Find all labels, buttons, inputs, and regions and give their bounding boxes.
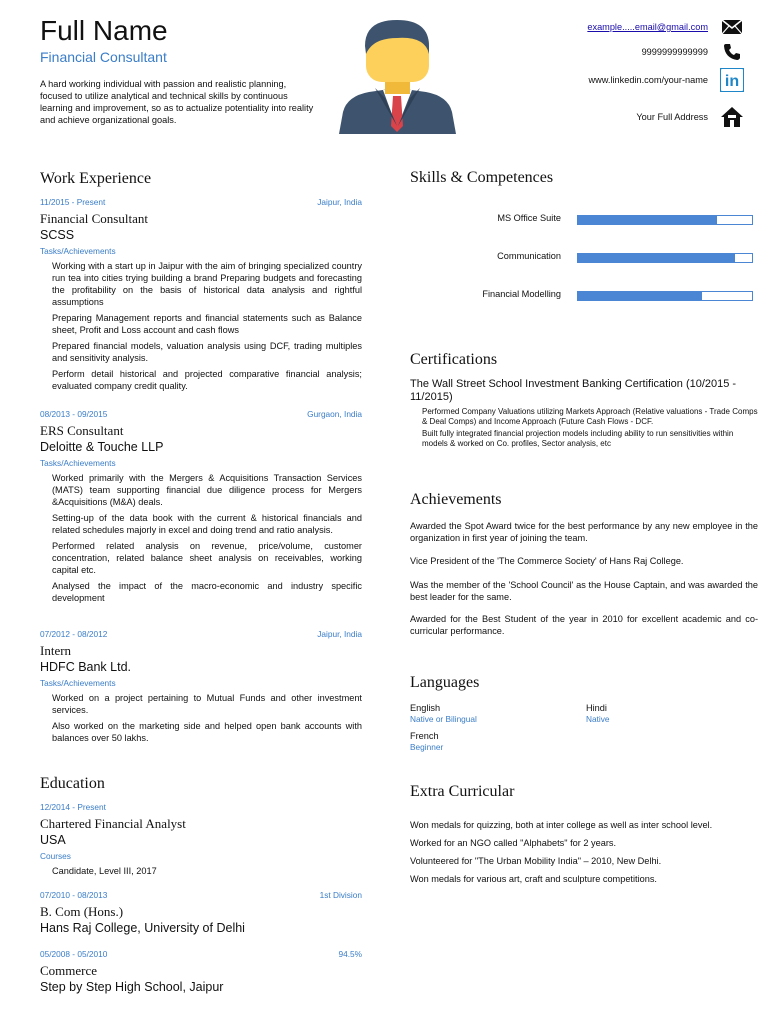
education-entry [40, 890, 362, 937]
bullet-list [40, 692, 362, 744]
section-title-achievements: Achievements [410, 491, 502, 508]
list-item: Setting-up of the data book with the current & historical financials and related schedules majorly in excel and doing trend and ratio analysis. [52, 513, 362, 535]
skill-fill [578, 292, 702, 300]
full-name: Full Name [40, 15, 168, 46]
bullet-list [40, 865, 362, 877]
entry-org: SCSS [40, 228, 75, 242]
section-title-languages: Languages [410, 674, 480, 691]
list-item: Prepared financial models, valuation analysis using DCF, trading multiples and sensitivity analysis. [52, 341, 362, 363]
entry-title: Intern [40, 643, 72, 658]
list-item: Working with a start up in Jaipur with the aim of bringing specialized country run tea into cities trying building a brand Preparing budgets and forecasting the profitability on the basis of historical data analysis and rightful assumptions [52, 261, 362, 307]
contact-address-row [636, 105, 744, 129]
section-title-work: Work Experience [40, 170, 152, 187]
education-entry [40, 949, 362, 996]
entry-org: USA [40, 833, 66, 847]
entry-title: Commerce [40, 963, 98, 978]
skill-fill [578, 254, 735, 262]
contact-phone-row [642, 40, 744, 64]
entry-org: HDFC Bank Ltd. [40, 660, 132, 674]
entry-dates: 08/2013 - 09/2015 [40, 409, 108, 419]
entry-title: Chartered Financial Analyst [40, 816, 186, 831]
list-item: Worked on a project pertaining to Mutual Funds and other investment services. [52, 693, 362, 715]
address: Your Full Address [636, 112, 708, 122]
job-title: Financial Consultant [40, 49, 167, 65]
language-level: Native or Bilingual [410, 714, 477, 724]
list-item: Worked primarily with the Mergers & Acquisitions Transaction Services (MATS) team supporting financial due diligence process for Mergers &Acquisitions (M&A) deals. [52, 473, 362, 507]
skill-row [410, 290, 753, 302]
language-item [410, 731, 443, 752]
language-name: French [410, 731, 439, 741]
bullet-list [410, 407, 758, 448]
contact-linkedin-row [589, 68, 744, 92]
skill-fill [578, 216, 717, 224]
entry-dates: 05/2008 - 05/2010 [40, 949, 108, 959]
skill-name: Financial Modelling [482, 289, 561, 299]
entry-sub: Tasks/Achievements [40, 246, 116, 256]
language-level: Beginner [410, 742, 444, 752]
language-name: English [410, 703, 441, 713]
work-entry [40, 629, 362, 748]
entry-org: Hans Raj College, University of Delhi [40, 921, 245, 935]
email-link[interactable]: example.....email@gmail.com [587, 22, 708, 32]
entry-title: ERS Consultant [40, 423, 124, 438]
work-entry [40, 197, 362, 396]
skill-bar [577, 253, 753, 263]
entry-sub: Courses [40, 851, 71, 861]
envelope-icon [720, 15, 744, 39]
language-name: Hindi [586, 703, 607, 713]
cert-title: The Wall Street School Investment Banking Certification (10/2015 - 11/2015) [410, 378, 737, 403]
language-item [410, 703, 477, 724]
skill-row [410, 214, 753, 226]
achievement-item: Vice President of the 'The Commerce Society' of Hans Raj College. [410, 556, 684, 566]
section-title-extra-curricular: Extra Curricular [410, 783, 515, 800]
list-item: Built fully integrated financial projection models including ability to run sensitivities within models & worked on Co. profiles, Sector analysis, etc [422, 429, 734, 448]
entry-title: Financial Consultant [40, 211, 148, 226]
entry-dates: 11/2015 - Present [40, 197, 106, 207]
linkedin-icon[interactable] [720, 68, 744, 92]
linkedin-logo-text: in [724, 73, 740, 90]
section-title-skills: Skills & Competences [410, 169, 554, 186]
entry-sub: Tasks/Achievements [40, 458, 116, 468]
entry-title: B. Com (Hons.) [40, 904, 124, 919]
extra-item: Volunteered for "The Urban Mobility India" – 2010, New Delhi. [410, 856, 662, 866]
entry-location: Jaipur, India [317, 629, 362, 639]
entry-grade: 94.5% [338, 949, 362, 959]
skill-bar [577, 215, 753, 225]
skill-row [410, 252, 753, 264]
list-item: Also worked on the marketing side and helped open bank accounts with balances over 50 lakhs. [52, 721, 362, 743]
language-item [586, 703, 610, 724]
education-entry [40, 802, 362, 881]
entry-sub: Tasks/Achievements [40, 678, 116, 688]
phone-number: 9999999999999 [641, 47, 708, 57]
achievement-item: Awarded for the Best Student of the year in 2010 for excellent academic and co-curricular performance. [410, 614, 758, 636]
bullet-list [40, 260, 362, 392]
list-item: Preparing Management reports and financial statements such as Balance sheet, Profit and Loss account and cash flows [52, 313, 362, 335]
phone-icon [720, 40, 744, 64]
contact-email-row [587, 15, 744, 39]
entry-dates: 07/2012 - 08/2012 [40, 629, 108, 639]
list-item: Performed related analysis on revenue, price/volume, customer concentration, related balance sheet analysis on receivables, working capital etc. [52, 541, 362, 575]
skill-bar [577, 291, 753, 301]
extra-item: Won medals for various art, craft and sculpture competitions. [410, 874, 657, 884]
entry-org: Deloitte & Touche LLP [40, 440, 164, 454]
linkedin-url[interactable]: www.linkedin.com/your-name [588, 75, 708, 85]
home-icon [720, 105, 744, 129]
entry-grade: 1st Division [319, 890, 362, 900]
language-level: Native [586, 714, 610, 724]
entry-org: Step by Step High School, Jaipur [40, 980, 224, 994]
avatar [335, 16, 460, 134]
entry-dates: 07/2010 - 08/2013 [40, 890, 108, 900]
entry-location: Gurgaon, India [307, 409, 362, 419]
entry-location: Jaipur, India [317, 197, 362, 207]
work-entry [40, 409, 362, 608]
section-title-education: Education [40, 775, 105, 792]
bullet-list [40, 472, 362, 604]
extra-item: Won medals for quizzing, both at inter college as well as inter school level. [410, 820, 713, 830]
skill-name: Communication [497, 251, 561, 261]
list-item: Performed Company Valuations utilizing Markets Approach (Relative valuations - Trade Comps & Deal Comps) and Income Approach (Future Cash Flows - DCF. [422, 407, 758, 426]
achievement-item: Was the member of the 'School Council' as the House Captain, and was awarded the best leader for the same. [410, 580, 758, 602]
list-item: Candidate, Level III, 2017 [52, 866, 157, 876]
list-item: Perform detail historical and projected comparative financial analysis; evaluated company credit quality. [52, 369, 362, 391]
section-title-certifications: Certifications [410, 351, 498, 368]
certification-entry [410, 378, 758, 451]
skill-name: MS Office Suite [497, 213, 561, 223]
entry-dates: 12/2014 - Present [40, 802, 106, 812]
extra-item: Worked for an NGO called "Alphabets" for 2 years. [410, 838, 617, 848]
achievement-item: Awarded the Spot Award twice for the best performance by any new employee in the organization in first year of joining the team. [410, 521, 758, 543]
list-item: Analysed the impact of the macro-economic and industry specific development [52, 581, 362, 603]
profile-summary: A hard working individual with passion and realistic planning, focused to utilize analytical and technical skills by continuous learning and improvement, so as to actualize potentiality into reality and achieve organizational goals. [40, 79, 314, 125]
